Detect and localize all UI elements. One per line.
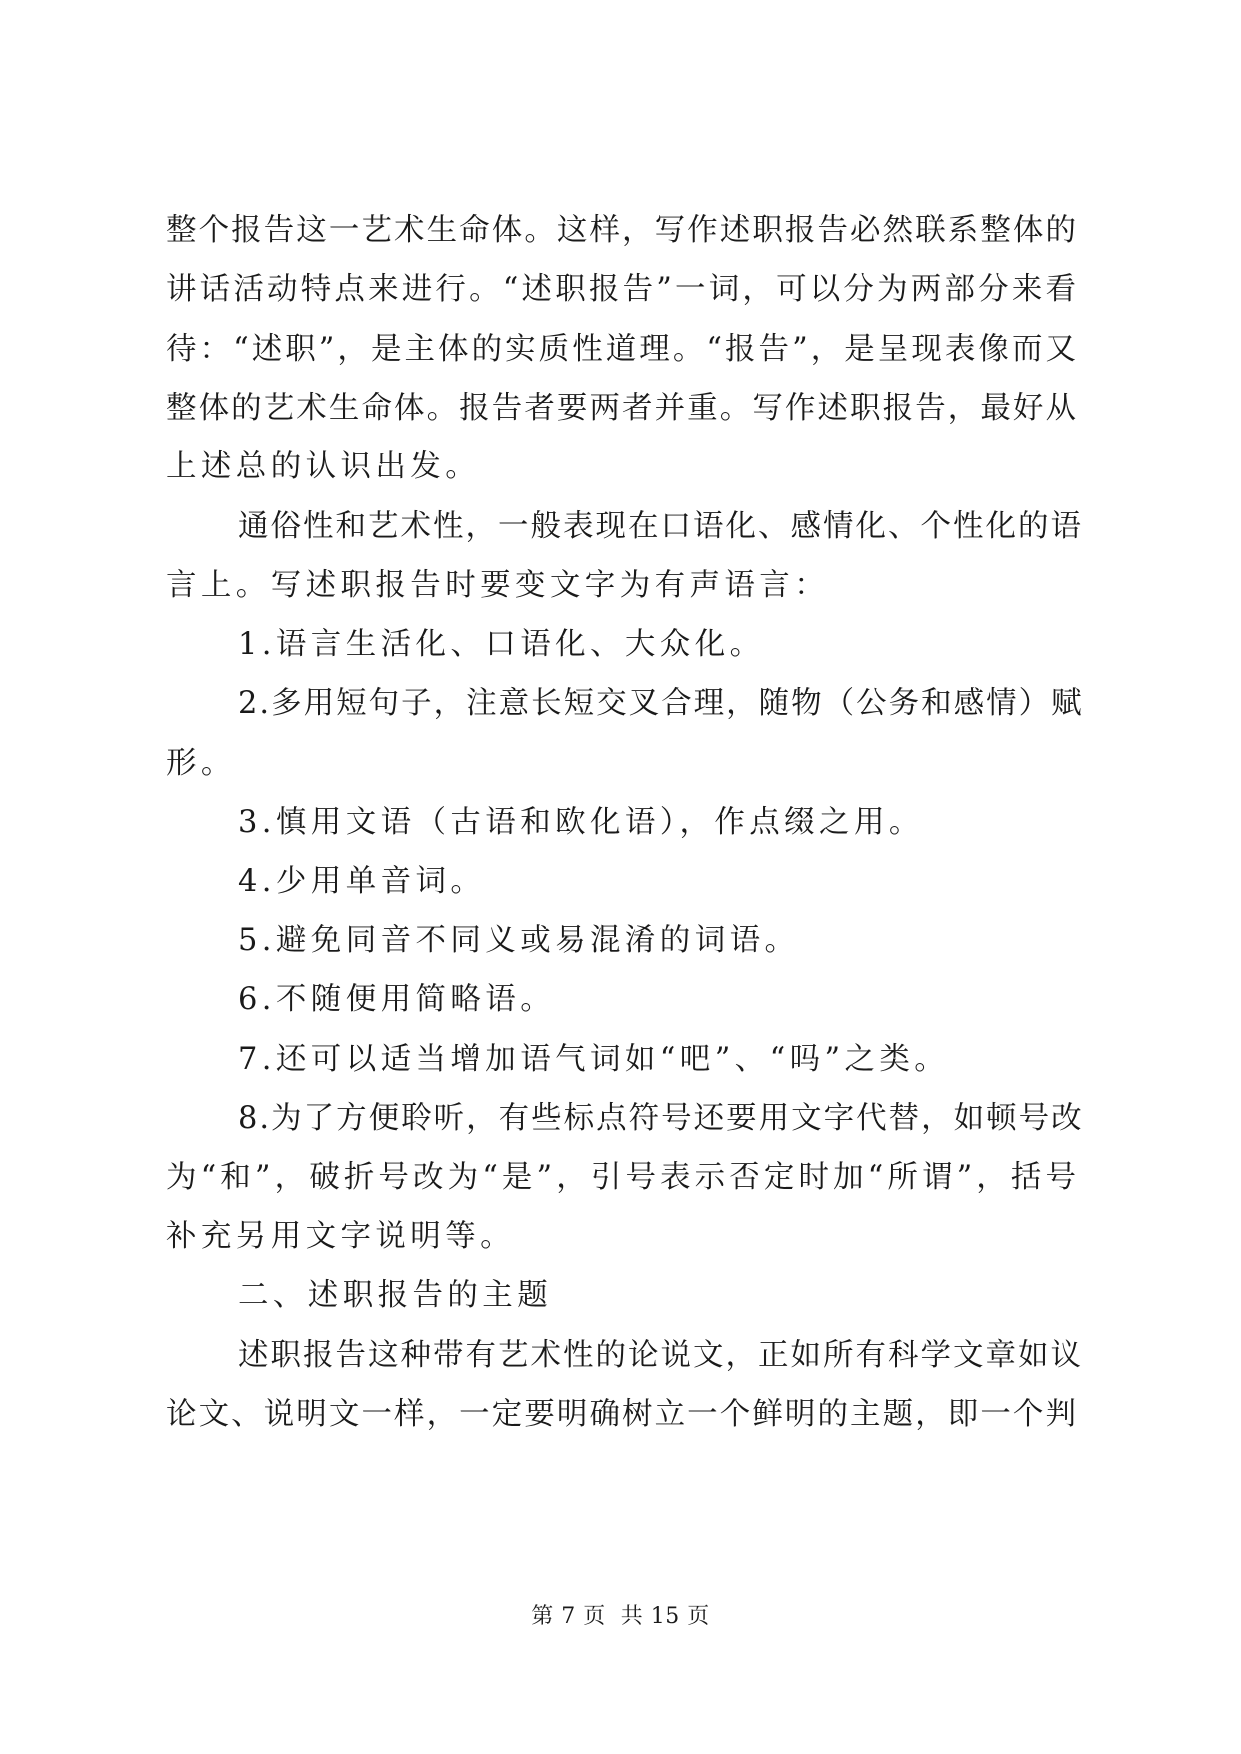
page-footer [0, 1602, 1241, 1632]
list-item: 3.慎用文语（古语和欧化语），作点缀之用。 [238, 805, 924, 840]
text-line: 待：“述职”，是主体的实质性道理。“报告”，是呈现表像而又 [166, 332, 1078, 367]
list-item: 4.少用单音词。 [238, 864, 486, 899]
section-heading: 二、述职报告的主题 [238, 1278, 553, 1313]
paragraph-first-line: 述职报告这种带有艺术性的论说文，正如所有科学文章如议 [238, 1338, 1083, 1373]
text-line: 形。 [166, 746, 236, 781]
list-item: 2.多用短句子，注意长短交叉合理，随物（公务和感情）赋 [238, 686, 1084, 721]
text-line: 为“和”，破折号改为“是”，引号表示否定时加“所谓”，括号 [166, 1160, 1078, 1195]
list-item: 7.还可以适当增加语气词如“吧”、“吗”之类。 [238, 1042, 950, 1077]
text-line: 上述总的认识出发。 [166, 449, 481, 484]
list-item: 1.语言生活化、口语化、大众化。 [238, 627, 765, 662]
text-line: 讲话活动特点来进行。“述职报告”一词，可以分为两部分来看 [166, 272, 1078, 307]
list-item: 8.为了方便聆听，有些标点符号还要用文字代替，如顿号改 [238, 1101, 1084, 1136]
text-line: 补充另用文字说明等。 [166, 1219, 515, 1254]
list-item: 6.不随便用简略语。 [238, 982, 556, 1017]
text-line: 整体的艺术生命体。报告者要两者并重。写作述职报告，最好从 [166, 391, 1078, 426]
page-number: 第 7 页 共 15 页 [531, 1604, 710, 1629]
text-line: 言上。写述职报告时要变文字为有声语言： [166, 568, 830, 603]
paragraph-first-line: 通俗性和艺术性，一般表现在口语化、感情化、个性化的语 [238, 509, 1083, 544]
list-item: 5.避免同音不同义或易混淆的词语。 [238, 923, 800, 958]
text-line: 论文、说明文一样，一定要明确树立一个鲜明的主题，即一个判 [166, 1397, 1078, 1432]
text-line: 整个报告这一艺术生命体。这样，写作述职报告必然联系整体的 [166, 213, 1078, 248]
